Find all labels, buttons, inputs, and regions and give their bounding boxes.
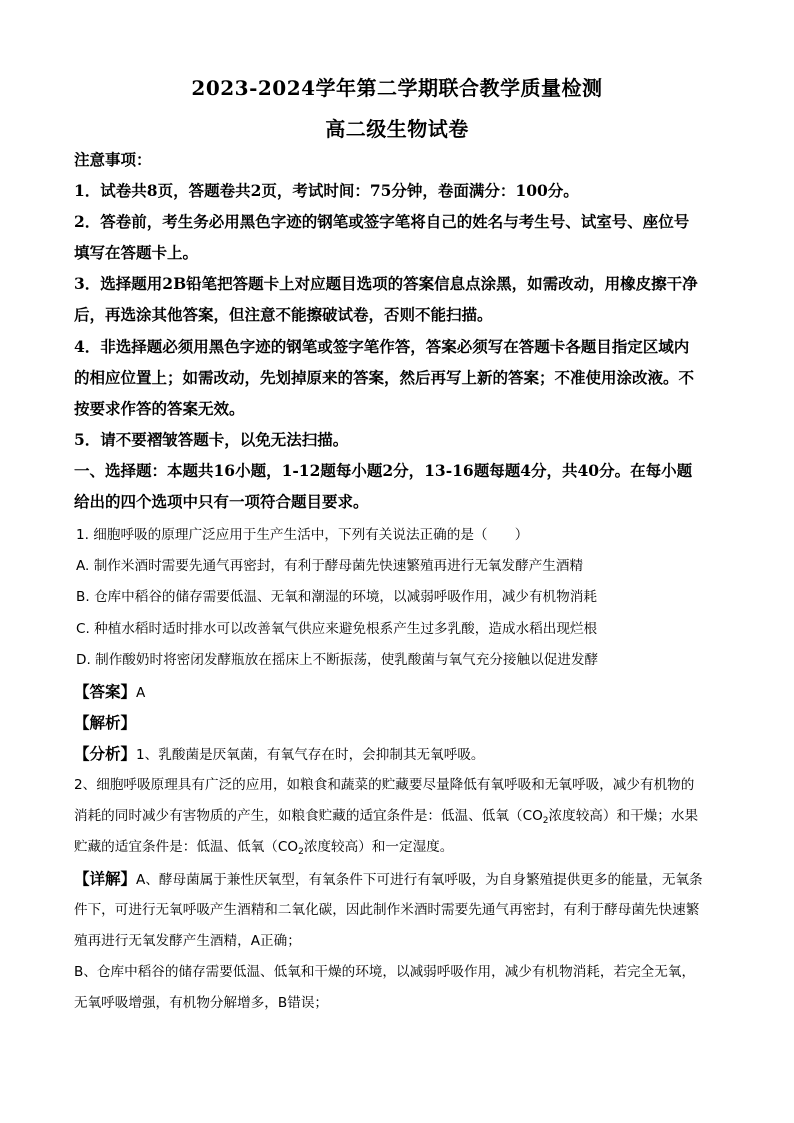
exam-subtitle: 高二级生物试卷 (325, 117, 469, 141)
co2-subscript: 2 (298, 847, 304, 857)
section-heading-line-2: 给出的四个选项中只有一项符合题目要求。 (74, 492, 369, 511)
option-a: A. 制作米酒时需要先通气再密封，有利于酵母菌先快速繁殖再进行无氧发酵产生酒精 (76, 558, 584, 574)
note-4-line-1: 4．非选择题必须用黑色字迹的钢笔或签字笔作答，答案必须写在答题卡各题目指定区域内 (74, 337, 690, 356)
analysis-p2-line-3 (74, 837, 722, 857)
detail-p3-line-1-text: A、酵母菌属于兼性厌氧型，有氧条件下可进行有氧呼吸，为自身繁殖提供更多的能量，无氧条 (136, 872, 703, 888)
analysis-p2-line-2-part-1: 消耗的同时减少有害物质的产生，如粮食贮藏的适宜条件是：低温、低氧（CO (74, 808, 543, 824)
answer-value: A (136, 685, 146, 701)
answer-line (74, 682, 722, 703)
note-2-line-2: 填写在答题卡上。 (74, 243, 199, 262)
analysis-label-line (74, 713, 722, 734)
note-3-line-2: 后，再选涂其他答案，但注意不能擦破试卷，否则不能扫描。 (74, 305, 493, 324)
analysis-p2-line-3-part-1: 贮藏的适宜条件是：低温、低氧（CO (74, 839, 299, 855)
analysis-section-label: 【分析】 (74, 745, 137, 763)
detail-p3-line-1 (74, 869, 722, 890)
option-b: B. 仓库中稻谷的储存需要低温、无氧和潮湿的环境，以减弱呼吸作用，减少有机物消耗 (76, 589, 597, 605)
detail-p3-line-3: 殖再进行无氧发酵产生酒精，A正确； (74, 933, 301, 949)
detail-label: 【详解】 (74, 870, 137, 888)
exam-title: 2023-2024学年第二学期联合教学质量检测 (191, 76, 603, 100)
analysis-p2-line-1: 2、细胞呼吸原理具有广泛的应用，如粮食和蔬菜的贮藏要尽量降低有氧呼吸和无氧呼吸，减少有机物的 (74, 777, 695, 793)
analysis-p1-text: 1、乳酸菌是厌氧菌，有氧气存在时，会抑制其无氧呼吸。 (136, 747, 485, 763)
note-3-line-1: 3．选择题用2B铅笔把答题卡上对应题目选项的答案信息点涂黑，如需改动，用橡皮擦干净 (74, 274, 698, 293)
question-stem: 1. 细胞呼吸的原理广泛应用于生产生活中，下列有关说法正确的是（ ） (76, 527, 529, 543)
note-1: 1．试卷共8页，答题卷共2页，考试时间：75分钟，卷面满分：100分。 (74, 181, 579, 200)
note-2-line-1: 2．答卷前，考生务必用黑色字迹的钢笔或签字笔将自己的姓名与考生号、试室号、座位号 (74, 212, 690, 231)
detail-p4-line-1: B、仓库中稻谷的储存需要低温、低氧和干燥的环境，以减弱呼吸作用，减少有机物消耗，若完全无氧， (74, 964, 696, 980)
note-4-line-2: 的相应位置上；如需改动，先划掉原来的答案，然后再写上新的答案；不准使用涂改液。不 (74, 368, 695, 387)
answer-label: 【答案】 (74, 683, 137, 701)
option-c: C. 种植水稻时适时排水可以改善氧气供应来避免根系产生过多乳酸，造成水稻出现烂根 (76, 621, 598, 637)
detail-p4-line-2: 无氧呼吸增强，有机物分解增多，B错误； (74, 995, 329, 1011)
note-4-line-3: 按要求作答的答案无效。 (74, 399, 245, 418)
section-heading-line-1: 一、选择题：本题共16小题，1-12题每小题2分，13-16题每题4分，共40分。在每小题 (74, 461, 693, 480)
analysis-p2-line-3-part-2: 浓度较高）和一定湿度。 (303, 839, 454, 855)
option-d: D. 制作酸奶时将密闭发酵瓶放在摇床上不断振荡，使乳酸菌与氧气充分接触以促进发酵 (76, 652, 599, 668)
notes-heading: 注意事项： (74, 150, 152, 169)
co2-subscript: 2 (542, 816, 549, 826)
analysis-label: 【解析】 (74, 714, 137, 732)
analysis-p2-line-2-part-2: 浓度较高）和干燥；水果 (548, 808, 699, 824)
analysis-p1 (74, 744, 722, 765)
note-5: 5．请不要褶皱答题卡，以免无法扫描。 (74, 430, 349, 449)
analysis-p2-line-2 (74, 806, 722, 826)
detail-p3-line-2: 件下，可进行无氧呼吸产生酒精和二氧化碳，因此制作米酒时需要先通气再密封，有利于酵母菌先快速繁 (74, 902, 700, 918)
